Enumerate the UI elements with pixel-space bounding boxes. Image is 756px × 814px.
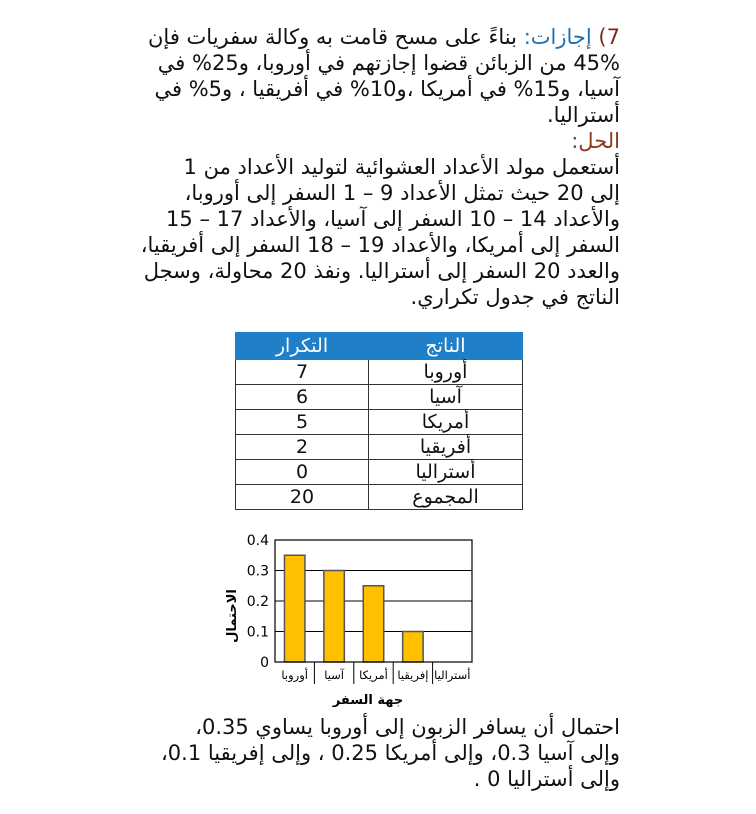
solution-line-3: والأعداد 14 – 10 السفر إلى آسيا، والأعداد 17 – 15 bbox=[166, 207, 620, 231]
outcome-cell: أوروبا bbox=[369, 360, 523, 385]
header-outcome: الناتج bbox=[369, 333, 523, 360]
y-tick-label: 0.3 bbox=[246, 563, 269, 580]
outcome-cell: أفريقيا bbox=[369, 435, 523, 460]
header-frequency: التكرار bbox=[236, 333, 369, 360]
x-tick-label: آسيا bbox=[324, 668, 345, 682]
frequency-cell: 7 bbox=[236, 360, 369, 385]
frequency-table bbox=[235, 332, 523, 510]
conclusion-line-1: احتمال أن يسافر الزبون إلى أوروبا يساوي 0.35، bbox=[195, 715, 620, 739]
table-row bbox=[236, 485, 523, 510]
bar bbox=[363, 586, 383, 662]
problem-line-2: 45% من الزبائن قضوا إجازتهم في أوروبا، و25% في bbox=[157, 51, 620, 75]
problem-line-3: آسيا، و15% في أمريكا ،و10% في أفريقيا ، و5% في bbox=[154, 77, 620, 101]
frequency-cell: 6 bbox=[236, 385, 369, 410]
solution-line-5: والعدد 20 السفر إلى أستراليا. ونفذ 20 محاولة، وسجل bbox=[143, 259, 620, 283]
x-tick-label: أوروبا bbox=[281, 668, 308, 682]
x-tick-label: أمريكا bbox=[359, 668, 388, 682]
problem-label: إجازات: bbox=[523, 25, 592, 49]
y-axis-label: الاحتمال bbox=[225, 589, 240, 643]
conclusion-line-2: وإلى آسيا 0.3، وإلى أمريكا 0.25 ، وإلى إفريقيا 0.1، bbox=[161, 741, 620, 765]
conclusion-text bbox=[120, 714, 620, 792]
table-row bbox=[236, 360, 523, 385]
solution-line-6: الناتج في جدول تكراري. bbox=[410, 285, 620, 309]
solution-text bbox=[120, 128, 620, 310]
probability-bar-chart bbox=[220, 528, 490, 713]
outcome-cell: أستراليا bbox=[369, 460, 523, 485]
chart-bars bbox=[284, 555, 423, 662]
x-tick-label: إفريقيا bbox=[397, 668, 429, 682]
problem-text bbox=[120, 24, 620, 128]
frequency-cell: 20 bbox=[236, 485, 369, 510]
x-tick-label: أستراليا bbox=[434, 668, 471, 682]
y-tick-label: 0.4 bbox=[246, 533, 269, 549]
y-tick-label: 0 bbox=[260, 655, 269, 671]
solution-line-1: أستعمل مولد الأعداد العشوائية لتوليد الأعداد من 1 bbox=[183, 155, 620, 179]
outcome-cell: المجموع bbox=[369, 485, 523, 510]
solution-label: الحل: bbox=[571, 129, 620, 153]
outcome-cell: آسيا bbox=[369, 385, 523, 410]
outcome-cell: أمريكا bbox=[369, 410, 523, 435]
bar bbox=[403, 632, 423, 663]
problem-line-text: بناءً على مسح قامت به وكالة سفريات فإن bbox=[148, 25, 517, 49]
table-row bbox=[236, 410, 523, 435]
problem-number: 7) bbox=[598, 25, 620, 49]
y-tick-label: 0.2 bbox=[246, 594, 269, 610]
table-row bbox=[236, 385, 523, 410]
table-header-row bbox=[236, 333, 523, 360]
problem-line-1 bbox=[120, 24, 620, 50]
x-axis-label: جهة السفر bbox=[332, 693, 404, 708]
problem-line-4: أستراليا. bbox=[547, 103, 620, 127]
table-row bbox=[236, 460, 523, 485]
chart-axes bbox=[247, 533, 472, 684]
frequency-cell: 5 bbox=[236, 410, 369, 435]
conclusion-line-3: وإلى أستراليا 0 . bbox=[473, 767, 620, 791]
bar bbox=[284, 555, 304, 662]
frequency-cell: 0 bbox=[236, 460, 369, 485]
frequency-cell: 2 bbox=[236, 435, 369, 460]
solution-line-4: السفر إلى أمريكا، والأعداد 19 – 18 السفر إلى أفريقيا، bbox=[140, 233, 620, 257]
y-tick-label: 0.1 bbox=[246, 624, 269, 641]
solution-line-2: إلى 20 حيث تمثل الأعداد 9 – 1 السفر إلى أوروبا، bbox=[184, 181, 620, 205]
table-row bbox=[236, 435, 523, 460]
bar bbox=[324, 571, 344, 663]
